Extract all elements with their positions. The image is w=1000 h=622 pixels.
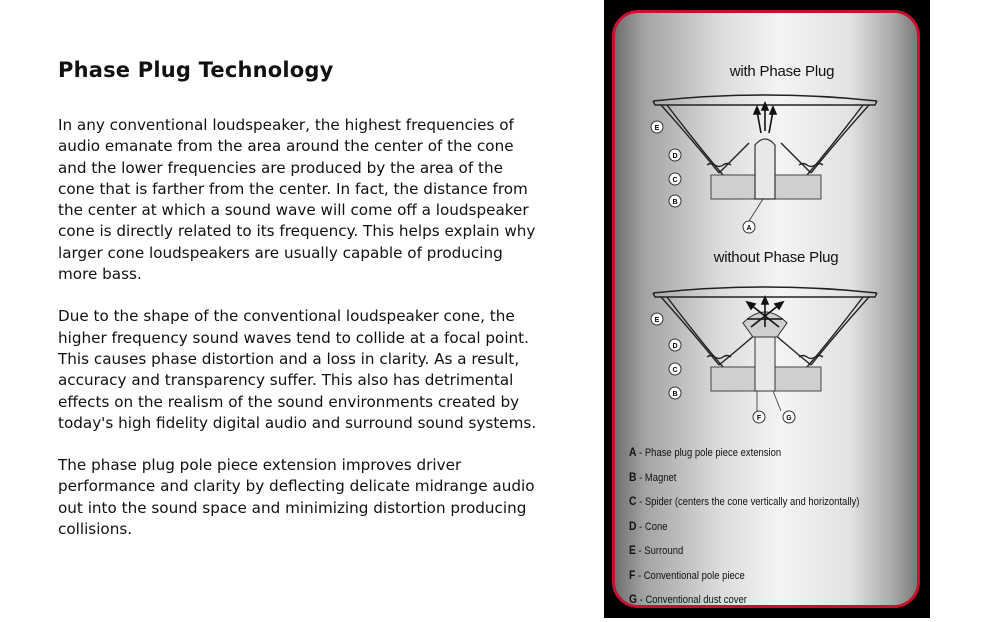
marker-c-label: C [672,367,678,374]
legend-item: B - Magnet [629,469,677,484]
paragraph-1: In any conventional loudspeaker, the highest frequencies of audio emanate from the area around the center of the cone and the lower frequencies are produced by the area of the cone that is farther from the center. In fact, the distance from the center at which a sound wave will come off a loudspeaker cone is directly related to its frequency. This helps explain why larger cone loudspeakers are usually capable of producing more bass. [58,116,536,284]
marker-e-label: E [654,125,660,132]
legend-item: C - Spider (centers the cone vertically and horizontally) [629,494,860,508]
marker-c-label: C [672,177,678,184]
legend-item: E - Surround [629,543,684,557]
diagram-legend [629,445,897,608]
legend-item: G - Conventional dust cover [629,592,747,606]
article [58,58,538,561]
marker-e-label: E [654,317,660,324]
legend-item: D - Cone [629,518,668,533]
marker-d-label: D [672,343,678,350]
speaker-without-phase-plug [615,275,915,435]
without-phase-plug-title: without Phase Plug [713,249,839,266]
speaker-with-phase-plug [615,83,915,243]
diagram-frame [612,10,920,608]
paragraph-2: Due to the shape of the conventional loudspeaker cone, the higher frequency sound waves tend to collide at a focal point. This causes phase distortion and a loss in clarity. As a result, accuracy and transparency suffer. This also has detrimental effects on the realism of the sound environments created by today's high fidelity digital audio and surround sound systems. [58,307,537,432]
page-title: Phase Plug Technology [58,58,334,82]
marker-a-label: A [746,225,752,232]
legend-item: F - Conventional pole piece [629,567,745,582]
marker-b-label: B [672,391,678,398]
marker-b-label: B [672,199,678,206]
marker-g-label: G [786,415,792,422]
diagram-panel [604,0,930,618]
legend-item: A - Phase plug pole piece extension [629,445,782,459]
marker-f-label: F [756,415,762,422]
marker-d-label: D [672,153,678,160]
with-phase-plug-title: with Phase Plug [729,63,835,80]
paragraph-3: The phase plug pole piece extension improves driver performance and clarity by deflecting delicate midrange audio out into the sound space and minimizing distortion producing collisions. [58,456,535,539]
